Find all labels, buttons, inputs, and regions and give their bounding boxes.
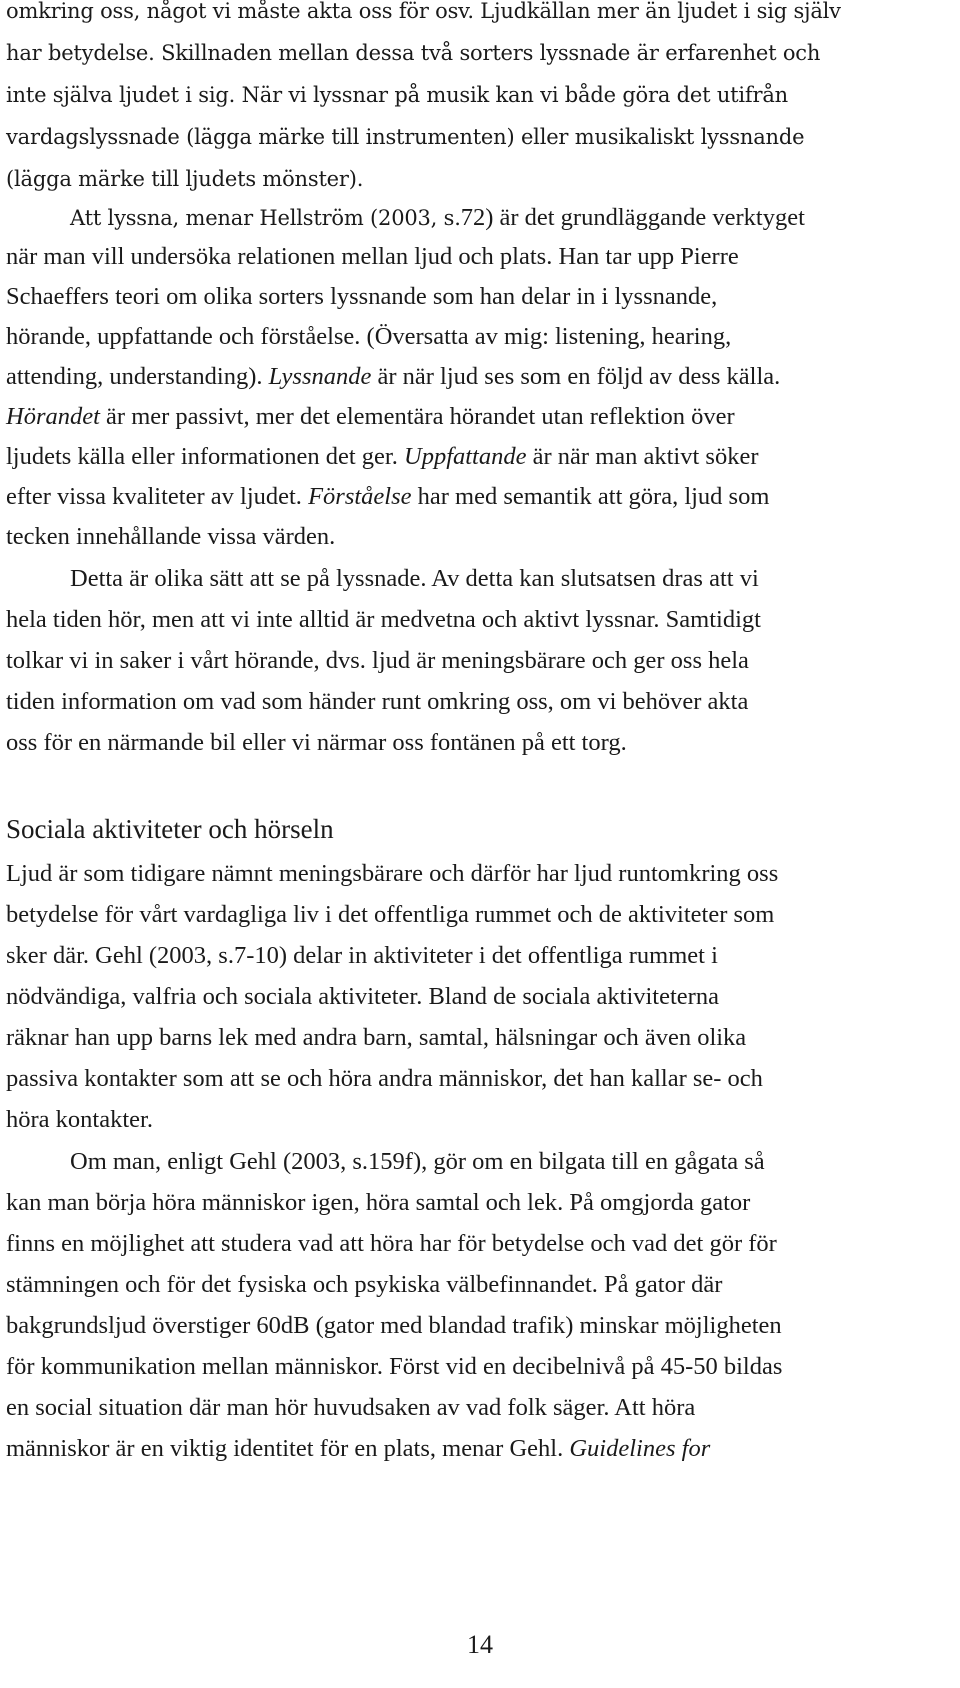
- paragraph-line: stämningen och för det fysiska och psykiska välbefinnandet. På gator där: [6, 1271, 723, 1298]
- paragraph-line: höra kontakter.: [6, 1106, 153, 1133]
- paragraph-line: [6, 485, 769, 510]
- paragraph-line: tiden information om vad som händer runt omkring oss, om vi behöver akta: [6, 688, 749, 715]
- italic-term: Guidelines for: [569, 1435, 711, 1462]
- text-run: har med semantik att göra, ljud som: [411, 483, 770, 510]
- paragraph-line: Detta är olika sätt att se på lyssnade. Av detta kan slutsatsen dras att vi: [70, 565, 759, 592]
- paragraph-line: [6, 445, 758, 470]
- text-run: Att lyssna, menar Hellström (2003, s.: [70, 206, 461, 230]
- paragraph-line: Ljud är som tidigare nämnt meningsbärare och därför har ljud runtomkring oss: [6, 860, 779, 887]
- page-number: 14: [467, 1630, 493, 1659]
- text-run: är när man aktivt söker: [526, 443, 759, 470]
- text-run: människor är en viktig identitet för en plats, menar Gehl.: [6, 1435, 570, 1462]
- paragraph-line: tecken innehållande vissa värden.: [6, 523, 336, 550]
- text-run: 72) är det grundläggande verktyget: [460, 204, 805, 231]
- text-run: är när ljud ses som en följd av dess källa.: [371, 363, 781, 390]
- paragraph-line: oss för en närmande bil eller vi närmar oss fontänen på ett torg.: [6, 729, 627, 756]
- paragraph-line: [6, 405, 735, 430]
- paragraph-line: när man vill undersöka relationen mellan ljud och plats. Han tar upp Pierre: [6, 243, 739, 270]
- paragraph-line: har betydelse. Skillnaden mellan dessa två sorters lyssnade är erfarenhet och: [6, 41, 821, 65]
- italic-term: Hörandet: [6, 403, 100, 430]
- paragraph-line: betydelse för vårt vardagliga liv i det offentliga rummet och de aktiviteter som: [6, 901, 775, 928]
- paragraph-line: Om man, enligt Gehl (2003, s.159f), gör om en bilgata till en gågata så: [70, 1148, 765, 1175]
- paragraph-line: bakgrundsljud överstiger 60dB (gator med blandad trafik) minskar möjligheten: [6, 1312, 782, 1339]
- text-run: attending, understanding).: [6, 363, 269, 390]
- paragraph-line: omkring oss, något vi måste akta oss för osv. Ljudkällan mer än ljudet i sig själv: [6, 0, 841, 23]
- paragraph-line: finns en möjlighet att studera vad att höra har för betydelse och vad det gör för: [6, 1230, 777, 1257]
- text-run: ljudets källa eller informationen det ger.: [6, 443, 404, 470]
- text-run: är mer passivt, mer det elementära hörandet utan reflektion över: [99, 403, 735, 430]
- italic-term: Uppfattande: [404, 443, 527, 470]
- section-heading: Sociala aktiviteter och hörseln: [6, 814, 334, 844]
- paragraph-line: inte själva ljudet i sig. När vi lyssnar på musik kan vi både göra det utifrån: [6, 83, 788, 107]
- paragraph-line: nödvändiga, valfria och sociala aktiviteter. Bland de sociala aktiviteterna: [6, 983, 719, 1010]
- paragraph-line: passiva kontakter som att se och höra andra människor, det han kallar se- och: [6, 1065, 763, 1092]
- italic-term: Lyssnande: [268, 363, 372, 390]
- paragraph-line: räknar han upp barns lek med andra barn, samtal, hälsningar och även olika: [6, 1024, 747, 1051]
- paragraph-line: en social situation där man hör huvudsaken av vad folk säger. Att höra: [6, 1394, 696, 1421]
- paragraph-line: hörande, uppfattande och förståelse. (Översatta av mig: listening, hearing,: [6, 323, 732, 350]
- paragraph-line: för kommunikation mellan människor. Först vid en decibelnivå på 45-50 bildas: [6, 1353, 783, 1380]
- paragraph-line: hela tiden hör, men att vi inte alltid är medvetna och aktivt lyssnar. Samtidigt: [6, 606, 761, 633]
- paragraph-line: [70, 206, 805, 231]
- text-run: efter vissa kvaliteter av ljudet.: [6, 483, 309, 510]
- paragraph-line: (lägga märke till ljudets mönster).: [6, 167, 364, 191]
- paragraph-line: [6, 1437, 710, 1462]
- paragraph-line: [6, 365, 780, 390]
- paragraph-line: tolkar vi in saker i vårt hörande, dvs. ljud är meningsbärare och ger oss hela: [6, 647, 749, 674]
- paragraph-line: Schaeffers teori om olika sorters lyssnande som han delar in i lyssnande,: [6, 283, 718, 310]
- paragraph-line: vardagslyssnade (lägga märke till instrumenten) eller musikaliskt lyssnande: [6, 125, 805, 149]
- paragraph-line: sker där. Gehl (2003, s.7-10) delar in aktiviteter i det offentliga rummet i: [6, 942, 718, 969]
- italic-term: Förståelse: [308, 483, 412, 510]
- paragraph-line: kan man börja höra människor igen, höra samtal och lek. På omgjorda gator: [6, 1189, 751, 1216]
